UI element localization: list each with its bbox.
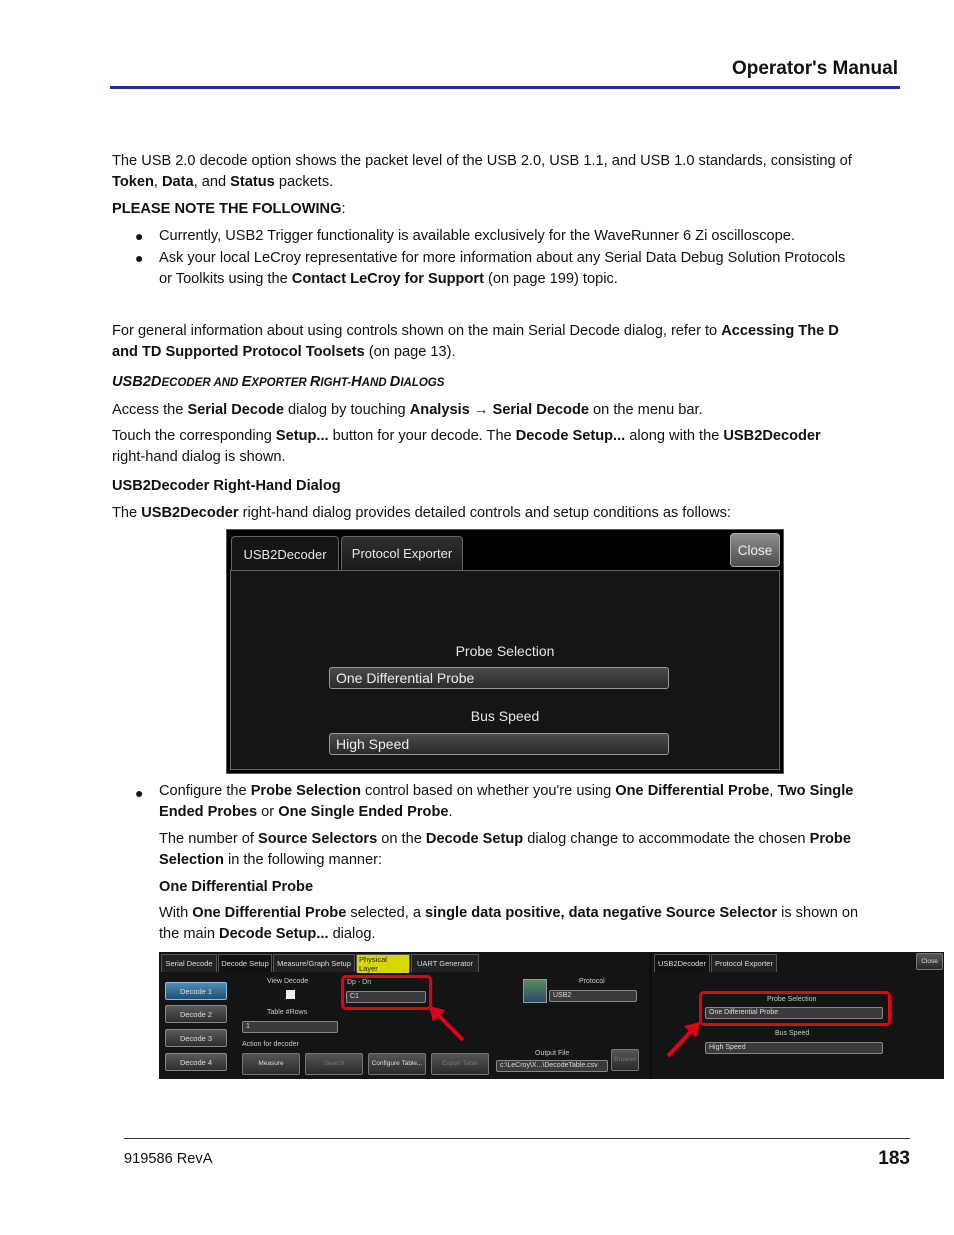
dialog-desc bbox=[112, 503, 902, 524]
desc-post: right-hand dialog provides detailed controls and setup conditions as follows: bbox=[238, 505, 731, 521]
measure-button[interactable]: Measure bbox=[242, 1053, 300, 1075]
odp-heading bbox=[159, 877, 904, 898]
bullet-2-post: (on page 199) topic. bbox=[483, 271, 618, 287]
odp-heading-text: One Differential Probe bbox=[159, 879, 314, 895]
heading-part: ECODER AND bbox=[161, 377, 242, 389]
touch-line2: right-hand dialog is shown. bbox=[112, 449, 286, 465]
probe-selection-label: Probe Selection bbox=[767, 996, 817, 1003]
arrow-icon: → bbox=[469, 402, 493, 418]
decode-setup-term: Decode Setup bbox=[425, 831, 524, 847]
with-line2-post: dialog. bbox=[328, 926, 376, 942]
configure-table-button[interactable]: Configure Table... bbox=[368, 1053, 426, 1075]
intro-sep: , bbox=[153, 174, 163, 190]
header-rule bbox=[110, 86, 900, 89]
probe-selection-term: Probe Selection bbox=[250, 783, 361, 799]
decode-3-button[interactable]: Decode 3 bbox=[165, 1029, 227, 1047]
dp-dn-label: Dp - Dn bbox=[347, 979, 372, 986]
usb2decoder-dialog-small bbox=[652, 952, 944, 1079]
heading-part: E bbox=[241, 374, 252, 390]
serial-decode-term: Serial Decode bbox=[187, 402, 284, 418]
configure-sep: , bbox=[769, 783, 778, 799]
serial-decode-term: Serial Decode bbox=[492, 402, 589, 418]
probe-selection-field[interactable]: One Differential Probe bbox=[705, 1007, 883, 1019]
tab-uart-generator[interactable]: UART Generator bbox=[411, 954, 479, 972]
probe-selection-label: Probe Selection bbox=[455, 643, 555, 659]
contact-support-link[interactable]: Contact LeCroy for Support bbox=[291, 271, 484, 287]
usb2decoder-term: USB2Decoder bbox=[141, 505, 239, 521]
general-post: (on page 13). bbox=[364, 344, 456, 360]
heading-part: H bbox=[351, 374, 362, 390]
tab-physical-layer[interactable] bbox=[356, 954, 410, 972]
heading-part: XPORTER bbox=[251, 377, 310, 389]
bullet-dot: ● bbox=[135, 785, 144, 801]
touch-pre: Touch the corresponding bbox=[112, 428, 276, 444]
view-decode-label: View Decode bbox=[267, 978, 309, 985]
protocol-icon[interactable] bbox=[523, 979, 547, 1003]
touch-mid: along with the bbox=[625, 428, 724, 444]
access-pre: Access the bbox=[112, 402, 188, 418]
accessing-link[interactable]: Accessing The D bbox=[721, 323, 839, 339]
with-paragraph bbox=[159, 903, 904, 945]
bullet-2 bbox=[159, 248, 904, 290]
bullet-dot: ● bbox=[135, 250, 144, 266]
bullet-dot: ● bbox=[135, 228, 144, 244]
status-term: Status bbox=[230, 174, 275, 190]
decode-setup-screenshot bbox=[159, 952, 944, 1079]
bus-speed-field[interactable]: High Speed bbox=[705, 1042, 883, 1054]
intro-end: packets. bbox=[274, 174, 334, 190]
heading-part: AND bbox=[361, 377, 390, 389]
highlight-box bbox=[699, 991, 891, 1026]
decode-2-button[interactable]: Decode 2 bbox=[165, 1005, 227, 1023]
configure-pre: Configure the bbox=[159, 783, 251, 799]
token-term: Token bbox=[112, 174, 154, 190]
decode-setup-dialog bbox=[159, 952, 649, 1079]
arrow-icon bbox=[427, 1004, 467, 1044]
one-single-term: One Single Ended Probe bbox=[278, 804, 449, 820]
ended-probes-term: Ended Probes bbox=[159, 804, 258, 820]
usb2decoder-dialog-screenshot bbox=[226, 529, 784, 774]
note-colon: : bbox=[341, 201, 346, 217]
bullet-2-line: Ask your local LeCroy representative for more information about any Serial Data Debug Solution Protocols bbox=[159, 250, 846, 266]
protocol-field[interactable]: USB2 bbox=[549, 990, 637, 1002]
view-decode-checkbox[interactable] bbox=[286, 990, 295, 999]
tab-serial-decode[interactable]: Serial Decode bbox=[161, 954, 217, 972]
section-heading bbox=[112, 372, 902, 394]
access-paragraph bbox=[112, 400, 902, 421]
close-button[interactable]: Close bbox=[730, 533, 780, 567]
heading-part: USB2D bbox=[112, 374, 162, 390]
with-mid: selected, a bbox=[346, 905, 426, 921]
intro-line: The USB 2.0 decode option shows the packet level of the USB 2.0, USB 1.1, and USB 1.0 standards, consisting of bbox=[112, 153, 852, 169]
selection-term: Selection bbox=[159, 852, 224, 868]
setup-term: Setup... bbox=[275, 428, 329, 444]
tab-usb2decoder[interactable]: USB2Decoder bbox=[231, 536, 339, 572]
number-pre: The number of bbox=[159, 831, 258, 847]
with-line2-pre: the main bbox=[159, 926, 220, 942]
note-heading bbox=[112, 199, 902, 220]
usb2decoder-term: USB2Decoder bbox=[723, 428, 821, 444]
general-pre: For general information about using controls shown on the main Serial Decode dialog, refer to bbox=[112, 323, 722, 339]
bullet-1: Currently, USB2 Trigger functionality is available exclusively for the WaveRunner 6 Zi oscilloscope. bbox=[159, 228, 795, 244]
desc-pre: The bbox=[112, 505, 142, 521]
access-mid: dialog by touching bbox=[283, 402, 410, 418]
table-rows-label: Table #Rows bbox=[267, 1009, 308, 1016]
bus-speed-label: Bus Speed bbox=[470, 708, 540, 724]
bus-speed-field[interactable]: High Speed bbox=[329, 733, 669, 755]
subheading bbox=[112, 476, 902, 497]
source-c1-field[interactable]: C1 bbox=[346, 991, 426, 1003]
page-header-title: Operator's Manual bbox=[731, 58, 898, 79]
source-selector-term: single data positive, data negative Source Selector bbox=[425, 905, 778, 921]
tab-protocol-exporter[interactable]: Protocol Exporter bbox=[341, 536, 463, 570]
number-paragraph bbox=[159, 829, 904, 871]
one-diff-term: One Differential Probe bbox=[615, 783, 770, 799]
action-label: Action for decoder bbox=[242, 1041, 299, 1048]
configure-paragraph bbox=[159, 781, 904, 823]
heading-part: IGHT- bbox=[320, 377, 352, 389]
heading-part: D bbox=[389, 374, 401, 390]
configure-or: or bbox=[257, 804, 279, 820]
protocol-label: Protocol bbox=[579, 978, 605, 985]
export-table-button[interactable]: Export Table bbox=[431, 1053, 489, 1075]
table-rows-field[interactable]: 1 bbox=[242, 1021, 338, 1033]
browse-button[interactable]: Browse bbox=[611, 1049, 639, 1071]
search-button[interactable]: Search bbox=[305, 1053, 363, 1075]
intro-sep: , and bbox=[193, 174, 231, 190]
arrow-icon bbox=[664, 1020, 704, 1060]
analysis-term: Analysis bbox=[409, 402, 470, 418]
number-mid: dialog change to accommodate the chosen bbox=[523, 831, 810, 847]
highlight-box bbox=[341, 975, 432, 1010]
dialog-panel bbox=[230, 570, 780, 770]
heading-part: R bbox=[309, 374, 321, 390]
two-single-term: Two Single bbox=[777, 783, 854, 799]
tab-measure-graph-setup[interactable]: Measure/Graph Setup bbox=[273, 954, 355, 972]
page-number: 183 bbox=[878, 1148, 910, 1169]
configure-end: . bbox=[448, 804, 453, 820]
dialog-tabbar bbox=[227, 530, 783, 570]
touch-paragraph bbox=[112, 426, 902, 468]
data-term: Data bbox=[162, 174, 194, 190]
note-heading-text: PLEASE NOTE THE FOLLOWING bbox=[112, 201, 342, 217]
tab-physical-layer-label: Physical Layer bbox=[357, 955, 409, 973]
bullet-2-pre: or Toolkits using the bbox=[159, 271, 292, 287]
touch-mid: button for your decode. The bbox=[328, 428, 516, 444]
decode-setup-term: Decode Setup... bbox=[219, 926, 329, 942]
heading-part: IALOGS bbox=[400, 377, 445, 389]
bus-speed-label: Bus Speed bbox=[775, 1030, 810, 1037]
tab-protocol-exporter[interactable]: Protocol Exporter bbox=[711, 954, 777, 972]
access-post: on the menu bar. bbox=[589, 402, 703, 418]
one-diff-term: One Differential Probe bbox=[192, 905, 347, 921]
probe-term: Probe bbox=[809, 831, 851, 847]
with-mid: is shown on bbox=[777, 905, 859, 921]
decode-setup-term: Decode Setup... bbox=[515, 428, 626, 444]
with-pre: With bbox=[159, 905, 193, 921]
doc-number: 919586 RevA bbox=[124, 1151, 213, 1167]
intro-paragraph bbox=[112, 151, 902, 193]
source-selectors-term: Source Selectors bbox=[257, 831, 378, 847]
general-paragraph bbox=[112, 321, 902, 363]
footer-rule bbox=[124, 1138, 910, 1139]
accessing-link-cont[interactable]: and TD Supported Protocol Toolsets bbox=[112, 344, 365, 360]
probe-selection-field[interactable]: One Differential Probe bbox=[329, 667, 669, 689]
tab-usb2decoder[interactable]: USB2Decoder bbox=[654, 954, 710, 972]
close-button[interactable]: Close bbox=[916, 953, 943, 970]
subheading-text: USB2Decoder Right-Hand Dialog bbox=[112, 478, 341, 494]
number-post: in the following manner: bbox=[223, 852, 383, 868]
number-mid: on the bbox=[377, 831, 426, 847]
output-file-label: Output File bbox=[535, 1050, 570, 1057]
tab-decode-setup[interactable]: Decode Setup bbox=[218, 954, 272, 972]
output-file-field[interactable]: c:\LeCroy\X...\DecodeTable.csv bbox=[496, 1060, 608, 1072]
configure-mid: control based on whether you're using bbox=[360, 783, 616, 799]
decode-1-button[interactable]: Decode 1 bbox=[165, 982, 227, 1000]
decode-4-button[interactable]: Decode 4 bbox=[165, 1053, 227, 1071]
